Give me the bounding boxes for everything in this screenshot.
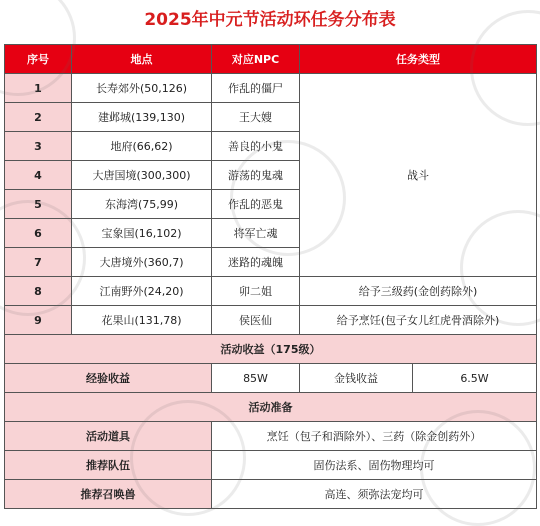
- row-number: 3: [5, 132, 72, 161]
- row-npc: 善良的小鬼: [212, 132, 300, 161]
- money-label: 金钱收益: [300, 364, 413, 393]
- prep-label: 活动道具: [5, 422, 212, 451]
- prep-label: 推荐召唤兽: [5, 480, 212, 509]
- row-npc: 游荡的鬼魂: [212, 161, 300, 190]
- task-table: [4, 44, 537, 509]
- row-location: 花果山(131,78): [72, 306, 212, 335]
- exp-value: 85W: [212, 364, 300, 393]
- page-title: 2025年中元节活动环任务分布表: [144, 10, 396, 30]
- prep-row: [5, 480, 537, 509]
- row-location: 宝象国(16,102): [72, 219, 212, 248]
- row-location: 大唐境外(360,7): [72, 248, 212, 277]
- row-npc: 作乱的恶鬼: [212, 190, 300, 219]
- row-location: 地府(66,62): [72, 132, 212, 161]
- header-task-type: 任务类型: [300, 45, 537, 74]
- row-number: 7: [5, 248, 72, 277]
- rewards-row: [5, 364, 537, 393]
- money-value: 6.5W: [413, 364, 537, 393]
- table-row: [5, 277, 537, 306]
- table-header-row: [5, 45, 537, 74]
- row-npc: 王大嫂: [212, 103, 300, 132]
- row-task: 给予三级药(金创药除外): [300, 277, 537, 306]
- row-number: 1: [5, 74, 72, 103]
- row-task: 给予烹饪(包子女儿红虎骨酒除外): [300, 306, 537, 335]
- row-number: 2: [5, 103, 72, 132]
- row-npc: 侯医仙: [212, 306, 300, 335]
- prep-value: 固伤法系、固伤物理均可: [212, 451, 537, 480]
- row-location: 建邺城(139,130): [72, 103, 212, 132]
- exp-label: 经验收益: [5, 364, 212, 393]
- table-row: [5, 74, 537, 103]
- prep-row: [5, 451, 537, 480]
- row-location: 江南野外(24,20): [72, 277, 212, 306]
- header-location: 地点: [72, 45, 212, 74]
- row-npc: 卯二姐: [212, 277, 300, 306]
- battle-task-cell: 战斗: [300, 74, 537, 277]
- row-location: 长寿郊外(50,126): [72, 74, 212, 103]
- row-number: 6: [5, 219, 72, 248]
- prep-row: [5, 422, 537, 451]
- row-location: 东海湾(75,99): [72, 190, 212, 219]
- row-number: 4: [5, 161, 72, 190]
- row-npc: 迷路的魂魄: [212, 248, 300, 277]
- row-number: 8: [5, 277, 72, 306]
- prep-label: 推荐队伍: [5, 451, 212, 480]
- row-location: 大唐国境(300,300): [72, 161, 212, 190]
- table-row: [5, 306, 537, 335]
- header-no: 序号: [5, 45, 72, 74]
- prep-section-title: 活动准备: [5, 393, 537, 422]
- prep-section-row: [5, 393, 537, 422]
- rewards-section-title: 活动收益（175级）: [5, 335, 537, 364]
- header-npc: 对应NPC: [212, 45, 300, 74]
- row-number: 9: [5, 306, 72, 335]
- prep-value: 烹饪（包子和酒除外）、三药（除金创药外）: [212, 422, 537, 451]
- row-npc: 将军亡魂: [212, 219, 300, 248]
- prep-value: 高连、须弥法宠均可: [212, 480, 537, 509]
- rewards-section-row: [5, 335, 537, 364]
- row-number: 5: [5, 190, 72, 219]
- row-npc: 作乱的僵尸: [212, 74, 300, 103]
